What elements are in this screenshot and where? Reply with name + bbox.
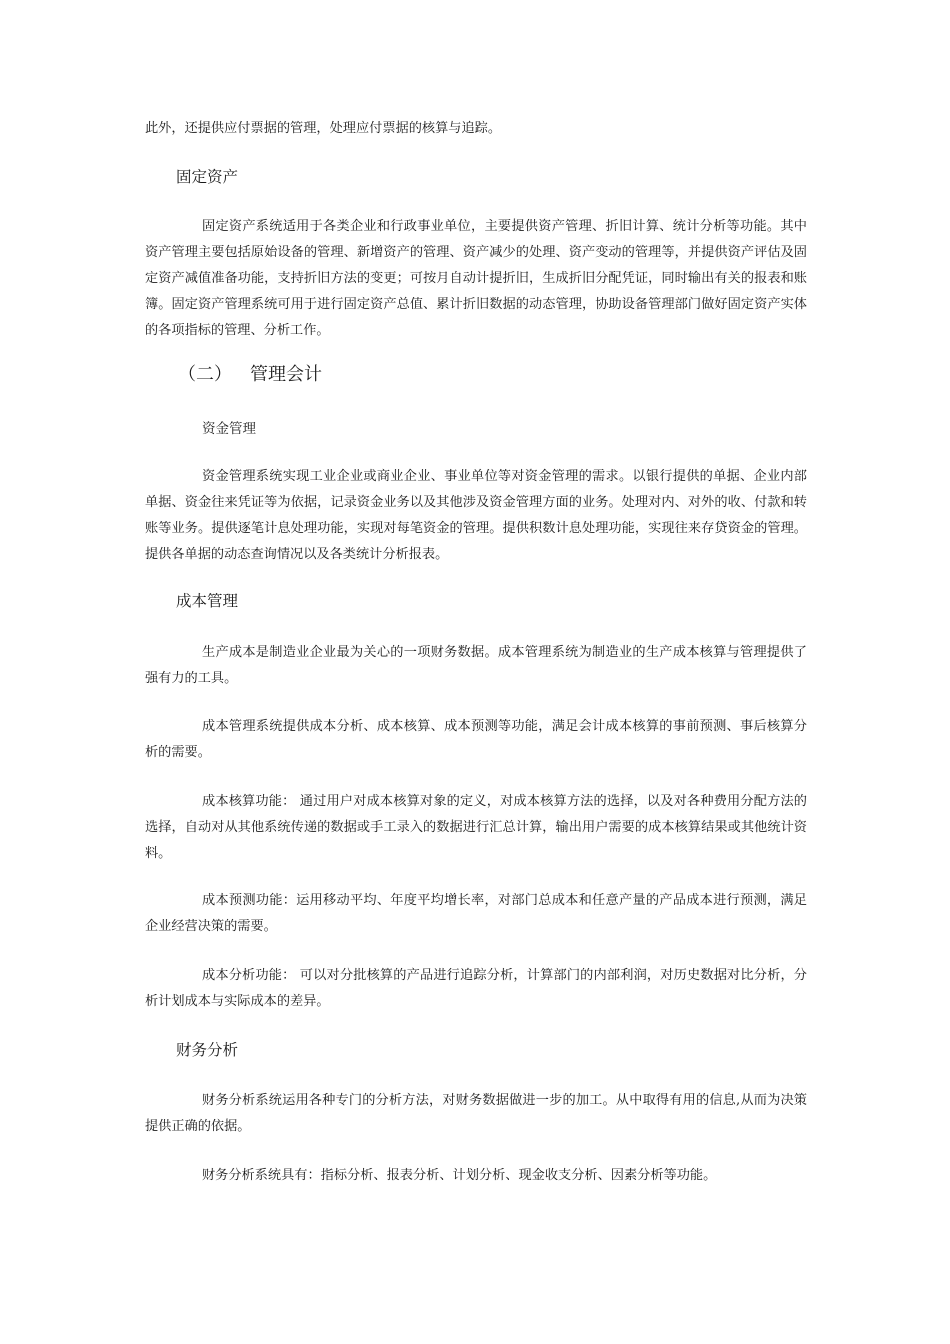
paragraph-cost-analysis: 成本分析功能： 可以对分批核算的产品进行追踪分析，计算部门的内部利润，对历史数据对比分析，分析计划成本与实际成本的差异。	[145, 968, 807, 1009]
section-heading-management-accounting	[178, 362, 322, 388]
paragraph-notes-payable: 此外，还提供应付票据的管理，处理应付票据的核算与追踪。	[145, 121, 502, 136]
paragraph-financial-analysis-features: 财务分析系统具有：指标分析、报表分析、计划分析、现金收支分析、因素分析等功能。	[202, 1168, 717, 1183]
paragraph-fixed-assets: 固定资产系统适用于各类企业和行政事业单位，主要提供资产管理、折旧计算、统计分析等功能。其中资产管理主要包括原始设备的管理、新增资产的管理、资产减少的处理、资产变动的管理等，并提供资产评估及固定资产减值准备功能，支持折旧方法的变更；可按月自动计提折旧，生成折旧分配凭证，同时输出有关的报表和账簿。固定资产管理系统可用于进行固定资产总值、累计折旧数据的动态管理，协助设备管理部门做好固定资产实体的各项指标的管理、分析工作。	[145, 219, 807, 338]
paragraph-cost-functions: 成本管理系统提供成本分析、成本核算、成本预测等功能，满足会计成本核算的事前预测、事后核算分析的需要。	[145, 719, 807, 760]
paragraph-cost-accounting: 成本核算功能： 通过用户对成本核算对象的定义，对成本核算方法的选择，以及对各种费用分配方法的选择，自动对从其他系统传递的数据或手工录入的数据进行汇总计算，输出用户需要的成本核算结果或其他统计资料。	[145, 794, 807, 861]
heading-financial-analysis: 财务分析	[176, 1041, 239, 1059]
section-title: 管理会计	[250, 364, 322, 385]
paragraph-cost-intro: 生产成本是制造业企业最为关心的一项财务数据。成本管理系统为制造业的生产成本核算与管理提供了强有力的工具。	[145, 645, 807, 686]
heading-cost-management: 成本管理	[176, 592, 239, 610]
heading-fund-management: 资金管理	[202, 421, 256, 437]
paragraph-cost-forecast: 成本预测功能：运用移动平均、年度平均增长率，对部门总成本和任意产量的产品成本进行预测，满足企业经营决策的需要。	[145, 893, 807, 934]
section-number: （二）	[178, 364, 232, 385]
heading-fixed-assets: 固定资产	[176, 168, 239, 186]
paragraph-financial-analysis-intro: 财务分析系统运用各种专门的分析方法，对财务数据做进一步的加工。从中取得有用的信息,从而为决策提供正确的依据。	[145, 1093, 807, 1134]
paragraph-fund-management: 资金管理系统实现工业企业或商业企业、事业单位等对资金管理的需求。以银行提供的单据、企业内部单据、资金往来凭证等为依据，记录资金业务以及其他涉及资金管理方面的业务。处理对内、对外的收、付款和转账等业务。提供逐笔计息处理功能，实现对每笔资金的管理。提供积数计息处理功能，实现往来存贷资金的管理。提供各单据的动态查询情况以及各类统计分析报表。	[145, 469, 807, 562]
